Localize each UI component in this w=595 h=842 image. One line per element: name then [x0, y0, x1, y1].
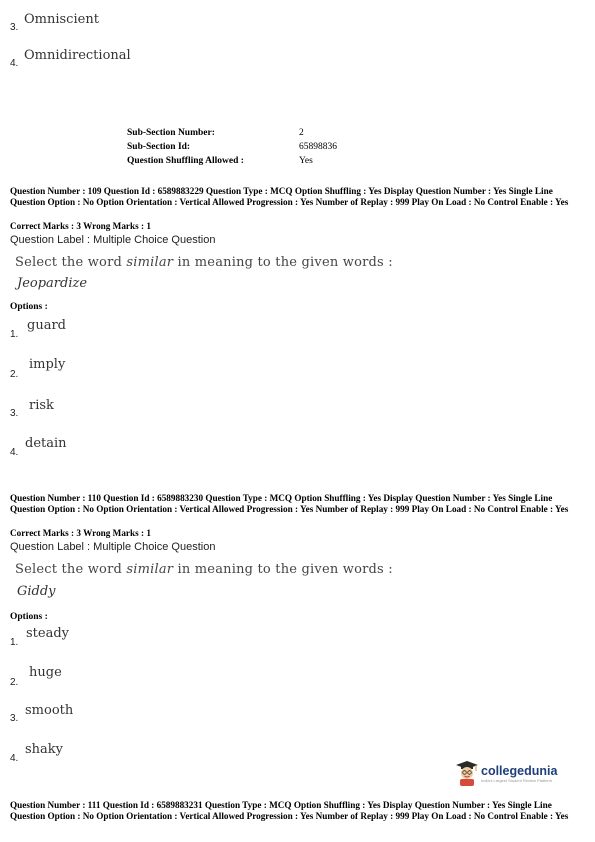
question-109-given-word: Jeopardize	[17, 276, 88, 291]
option-text: risk	[29, 398, 54, 413]
option-text: huge	[29, 665, 62, 680]
question-109-options-label: Options :	[10, 302, 48, 312]
question-109-metadata: Question Number : 109 Question Id : 6589883229 Question Type : MCQ Option Shuffling : Yes Display Question Number : Yes Single Line Question Option : No Option Orientation : Vertical Allowed Progression : Yes Number of Replay : 999 Play On Load : No Control Enable : Yes	[10, 186, 569, 207]
question-110-label: Question Label : Multiple Choice Question	[10, 541, 216, 553]
option-text: detain	[25, 436, 67, 451]
question-text-emphasis: similar	[126, 562, 174, 577]
question-text-start: Select the word	[15, 562, 127, 577]
subsection-number-label: Sub-Section Number:	[127, 128, 215, 138]
option-text: Omniscient	[24, 12, 99, 27]
option-number: 2.	[10, 677, 19, 688]
option-number: 3.	[10, 22, 19, 33]
option-text: imply	[29, 357, 66, 372]
collegedunia-logo	[455, 760, 557, 786]
option-number: 4.	[10, 58, 19, 69]
question-110-options-label: Options :	[10, 612, 48, 622]
option-text: steady	[26, 626, 70, 641]
logo-tagline: India's Largest Student Review Platform	[481, 777, 553, 783]
subsection-number-value: 2	[299, 128, 304, 138]
question-111-metadata: Question Number : 111 Question Id : 6589883231 Question Type : MCQ Option Shuffling : Yes Display Question Number : Yes Single Line Question Option : No Option Orientation : Vertical Allowed Progression : Yes Number of Replay : 999 Play On Load : No Control Enable : Yes	[10, 800, 569, 821]
option-number: 3.	[10, 408, 19, 419]
option-number: 1.	[10, 637, 19, 648]
question-110-metadata: Question Number : 110 Question Id : 6589883230 Question Type : MCQ Option Shuffling : Yes Display Question Number : Yes Single Line Question Option : No Option Orientation : Vertical Allowed Progression : Yes Number of Replay : 999 Play On Load : No Control Enable : Yes	[10, 493, 569, 514]
question-110-marks: Correct Marks : 3 Wrong Marks : 1	[10, 528, 151, 538]
question-109-label: Question Label : Multiple Choice Question	[10, 234, 216, 246]
question-text-end: in meaning to the given words :	[173, 562, 393, 577]
question-shuffling-value: Yes	[299, 156, 313, 166]
option-number: 4.	[10, 447, 19, 458]
question-text-start: Select the word	[15, 255, 127, 270]
question-109-marks: Correct Marks : 3 Wrong Marks : 1	[10, 221, 151, 231]
option-text: smooth	[25, 703, 74, 718]
question-text-emphasis: similar	[126, 255, 174, 270]
option-text: guard	[27, 318, 66, 333]
question-shuffling-label: Question Shuffling Allowed :	[127, 156, 244, 166]
question-109-text	[15, 255, 393, 270]
option-number: 2.	[10, 369, 19, 380]
subsection-id-value: 65898836	[299, 142, 337, 152]
logo-name: collegedunia	[481, 763, 558, 778]
question-text-end: in meaning to the given words :	[173, 255, 393, 270]
option-number: 4.	[10, 753, 19, 764]
option-number: 1.	[10, 329, 19, 340]
option-text: shaky	[25, 742, 64, 757]
student-mascot-icon	[455, 760, 479, 786]
option-text: Omnidirectional	[24, 48, 131, 63]
question-110-given-word: Giddy	[17, 584, 56, 599]
option-number: 3.	[10, 713, 19, 724]
subsection-id-label: Sub-Section Id:	[127, 142, 191, 152]
question-110-text	[15, 562, 393, 577]
